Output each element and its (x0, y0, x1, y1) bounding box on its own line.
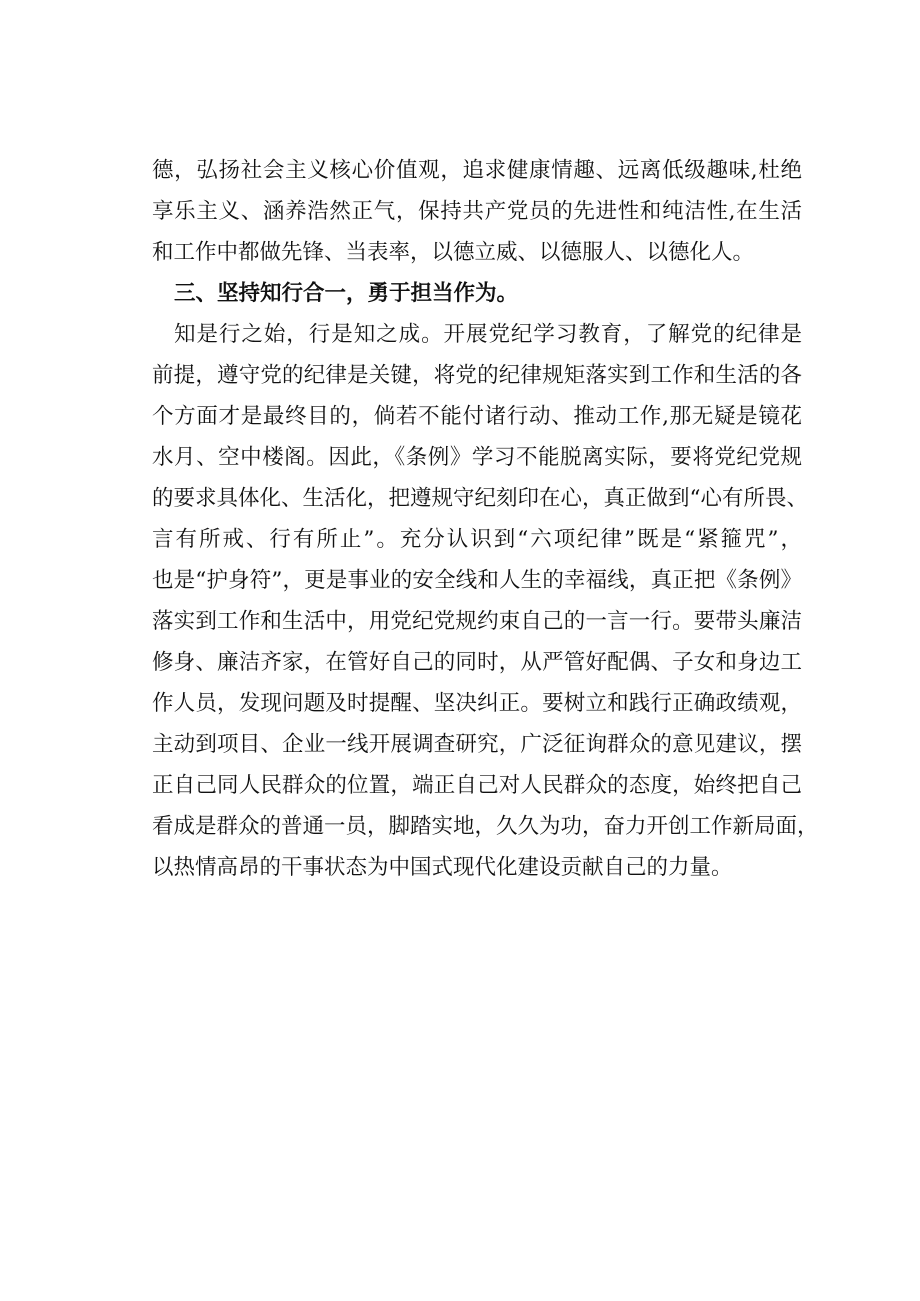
text-line: 前提，遵守党的纪律是关键，将党的纪律规矩落实到工作和生活的各 (152, 363, 802, 388)
section-heading: 三、坚持知行合一，勇于担当作为。 (174, 281, 519, 306)
text-line: 知是行之始，行是知之成。开展党纪学习教育，了解党的纪律是 (174, 322, 802, 347)
text-line: 作人员，发现问题及时提醒、坚决纠正。要树立和践行正确政绩观， (152, 691, 802, 716)
text-line: 正自己同人民群众的位置，端正自己对人民群众的态度，始终把自己 (152, 773, 802, 798)
text-line: 主动到项目、企业一线开展调查研究，广泛征询群众的意见建议，摆 (152, 732, 802, 757)
text-line: 和工作中都做先锋、当表率，以德立威、以德服人、以德化人。 (152, 240, 755, 265)
text-line: 个方面才是最终目的，倘若不能付诸行动、推动工作,那无疑是镜花 (152, 404, 802, 429)
text-line: 的要求具体化、生活化，把遵规守纪刻印在心，真正做到“心有所畏、 (152, 486, 808, 511)
text-line: 也是“护身符”，更是事业的安全线和人生的幸福线，真正把《条例》 (152, 568, 802, 593)
text-line: 看成是群众的普通一员，脚踏实地，久久为功，奋力开创工作新局面， (152, 814, 819, 839)
text-line: 水月、空中楼阁。因此，《条例》学习不能脱离实际，要将党纪党规 (152, 445, 802, 470)
text-line: 德，弘扬社会主义核心价值观，追求健康情趣、远离低级趣味,杜绝 (152, 158, 802, 183)
text-line: 以热情高昂的干事状态为中国式现代化建设贡献自己的力量。 (152, 855, 733, 880)
text-line: 言有所戒、行有所止”。充分认识到“六项纪律”既是“紧箍咒”， (152, 527, 802, 552)
document-body (152, 150, 819, 888)
text-line: 修身、廉洁齐家，在管好自己的同时，从严管好配偶、子女和身边工 (152, 650, 802, 675)
paragraph-2 (152, 314, 819, 888)
text-line: 享乐主义、涵养浩然正气，保持共产党员的先进性和纯洁性,在生活 (152, 199, 802, 224)
paragraph-1 (152, 150, 802, 273)
text-line: 落实到工作和生活中，用党纪党规约束自己的一言一行。要带头廉洁 (152, 609, 802, 634)
